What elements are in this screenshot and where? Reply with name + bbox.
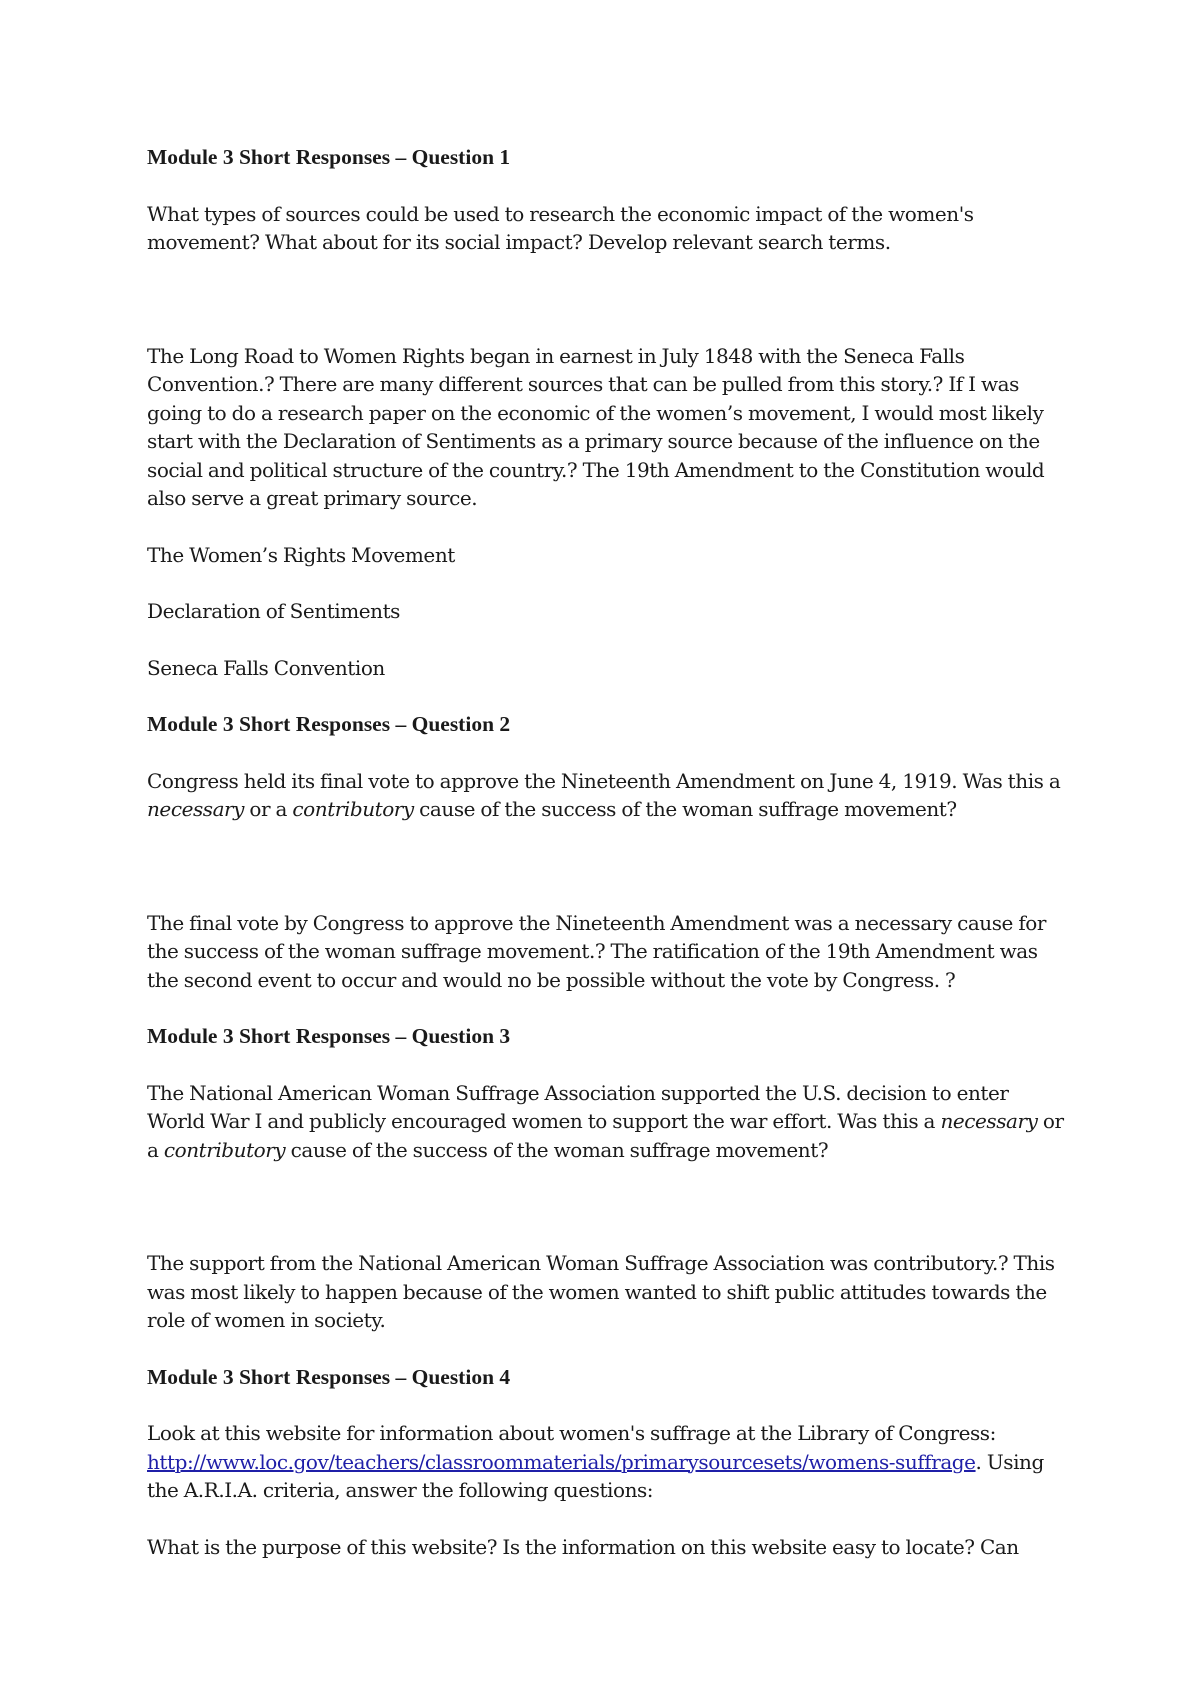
- question-1-answer: The Long Road to Women Rights began in earnest in July 1848 with the Seneca Falls Convention.? There are many different sources that can be pulled from this story.? If I was going to do a research paper on the economic of the women’s movement, I would most likely start with the Declaration of Sentiments as a primary source because of the influence on the social and political structure of the country.? The 19th Amendment to the Constitution would also serve a great primary source.: [147, 343, 1045, 510]
- prompt-text: The National American Woman Suffrage Association supported the U.S. decision to enter World War I and publicly encouraged women to support the war effort. Was this a: [147, 1080, 1009, 1133]
- prompt-text: cause of the success of the woman suffrage movement?: [285, 1137, 829, 1162]
- necessary-term: necessary: [147, 797, 245, 821]
- question-3-answer: The support from the National American Woman Suffrage Association was contributory.? This was most likely to happen because of the women wanted to shift public attitudes towards the role of women in society.: [147, 1251, 1055, 1332]
- prompt-text: or a: [147, 1109, 1064, 1162]
- search-term-1: The Women’s Rights Movement: [147, 542, 455, 567]
- question-2-title: Module 3 Short Responses – Question 2: [147, 712, 511, 736]
- prompt-text: Congress held its final vote to approve the Nineteenth Amendment on June 4, 1919. Was this a: [147, 768, 1061, 793]
- question-4-subquestions: What is the purpose of this website? Is the information on this website easy to locate? Can: [147, 1534, 1019, 1559]
- question-2-prompt: [147, 767, 1067, 824]
- question-3-title: Module 3 Short Responses – Question 3: [147, 1024, 511, 1048]
- necessary-term: necessary: [940, 1109, 1038, 1133]
- search-term-2: Declaration of Sentiments: [147, 599, 400, 623]
- prompt-text: . Using the A.R.I.A. criteria, answer the following questions:: [147, 1449, 1044, 1502]
- question-3-prompt: [147, 1079, 1067, 1165]
- prompt-text: or a: [244, 797, 293, 821]
- prompt-text: Look at this website for information about women's suffrage at the Library of Congress:: [147, 1421, 996, 1445]
- search-term-3: Seneca Falls Convention: [147, 655, 385, 680]
- contributory-term: contributory: [163, 1137, 286, 1162]
- loc-website-link[interactable]: http://www.loc.gov/teachers/classroommaterials/primarysourcesets/womens-suffrage: [147, 1449, 976, 1474]
- question-2-answer: The final vote by Congress to approve the Nineteenth Amendment was a necessary cause for the success of the woman suffrage movement.? The ratification of the 19th Amendment was the second event to occur and would no be possible without the vote by Congress. ?: [147, 910, 1046, 992]
- prompt-text: cause of the success of the woman suffrage movement?: [413, 797, 957, 821]
- question-4-title: Module 3 Short Responses – Question 4: [147, 1364, 511, 1389]
- question-4-prompt: [147, 1419, 1067, 1505]
- question-1-title: Module 3 Short Responses – Question 1: [147, 145, 511, 169]
- document-page: [147, 143, 1067, 1561]
- contributory-term: contributory: [292, 797, 414, 821]
- question-1-prompt: What types of sources could be used to research the economic impact of the women's movement? What about for its social impact? Develop relevant search terms.: [147, 201, 974, 254]
